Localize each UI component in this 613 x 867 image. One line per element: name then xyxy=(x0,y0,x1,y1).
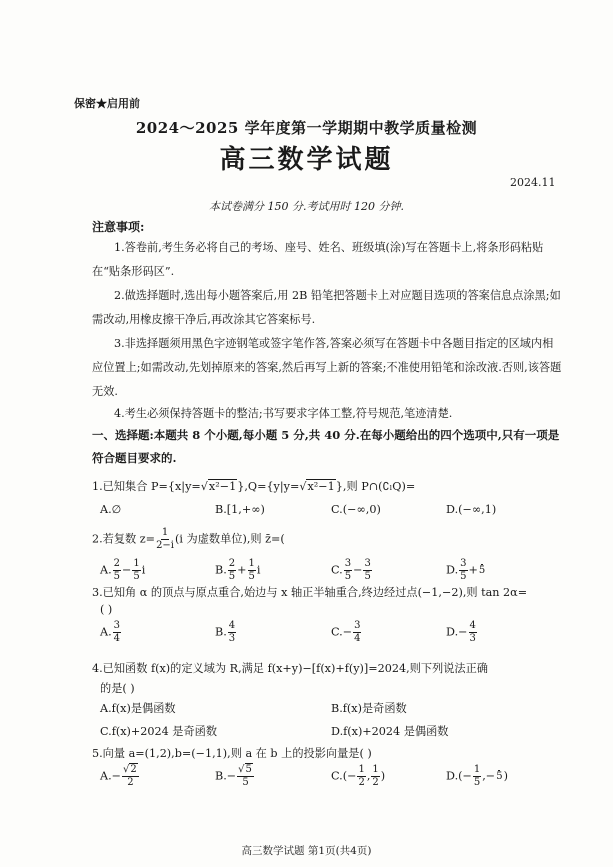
question-1-stem: 1.已知集合 P={x|y=√x²−1},Q={y|y=√x²−1},则 P∩(∁ₗQ)= xyxy=(92,480,416,493)
question-5-stem: 5.向量 a=(1,2),b=(−1,1),则 a 在 b 上的投影向量是( ) xyxy=(92,747,372,760)
exam-subtitle: 2024～2025 学年度第一学期期中教学质量检测 xyxy=(135,119,478,137)
question-1-option-b: B.[1,+∞) xyxy=(215,503,265,516)
notice-item-2: 2.做选择题时,选出每小题答案后,用 2B 铅笔把答题卡上对应题目选项的答案信息点涂黑;如需改动,用橡皮擦干净后,再改涂其它答案标号. xyxy=(92,289,561,326)
question-1-option-c: C.(−∞,0) xyxy=(331,503,381,516)
question-4-option-b: B.f(x)是奇函数 xyxy=(331,702,407,715)
question-5-option-d: D.(− $\frac{1}{5}$ ,− 5 ) xyxy=(446,764,508,788)
question-5-option-c: C.(− $\frac{1}{2}$ , $\frac{1}{2}$ ) xyxy=(331,764,386,788)
question-4-option-a: A.f(x)是偶函数 xyxy=(100,702,176,715)
question-5-option-a: A.− $\frac{√2}{2}$ xyxy=(100,764,137,788)
question-4-stem: 4.已知函数 f(x)的定义域为 R,满足 f(x+y)−[f(x)+f(y)]=2024,则下列说法正确 xyxy=(92,662,488,675)
confidential-label: 保密★启用前 xyxy=(74,97,140,110)
notice-item-1: 1.答卷前,考生务必将自己的考场、座号、姓名、班级填(涂)写在答题卡上,将条形码粘贴在“贴条形码区”. xyxy=(92,241,544,278)
question-4-option-d: D.f(x)+2024 是偶函数 xyxy=(331,725,449,738)
section-choice-header: 一、选择题:本题共 8 个小题,每小题 5 分,共 40 分.在每小题给出的四个选项中,只有一项是符合题目要求的. xyxy=(92,428,560,465)
question-3-option-c: C.− $\frac{3}{4}$ xyxy=(331,620,361,644)
question-2-option-d: D. $\frac{3}{5}$ + 5 xyxy=(446,558,486,582)
exam-date: 2024.11 xyxy=(510,176,556,189)
question-1-option-d: D.(−∞,1) xyxy=(446,503,497,516)
score-note: 本试卷满分 150 分.考试用时 120 分钟. xyxy=(209,200,404,213)
notice-item-3: 3.非选择题须用黑色字迹钢笔或签字笔作答,答案必须写在答题卡中各题目指定的区域内相应位置上;如需改动,先划掉原来的答案,然后再写上新的答案;不准使用铅笔和涂改液.否则,该答题无效. xyxy=(92,337,562,398)
page-title: 高三数学试题 xyxy=(219,145,394,175)
question-5-option-b: B.− $\frac{√5}{5}$ xyxy=(215,764,252,788)
notice-item-4: 4.考生必须保持答题卡的整洁;书写要求字体工整,符号规范,笔迹清楚. xyxy=(114,407,453,420)
question-3-option-b: B. $\frac{4}{3}$ xyxy=(215,620,236,644)
question-2-option-b: B. $\frac{2}{5}$ + $\frac{1}{5}$ i xyxy=(215,558,261,582)
question-3-option-d: D.− $\frac{4}{3}$ xyxy=(446,620,476,644)
question-2-option-a: A. $\frac{2}{5}$ − $\frac{1}{5}$ i xyxy=(100,558,146,582)
page-footer: 高三数学试题 第1页(共4页) xyxy=(241,845,372,857)
question-4-stem-cont: 的是( ) xyxy=(100,682,135,695)
question-3-stem: 3.已知角 α 的顶点与原点重合,始边与 x 轴正半轴重合,终边经过点(−1,−2),则 tan 2α= xyxy=(92,586,528,599)
question-1-option-a: A.∅ xyxy=(100,503,122,516)
notice-title: 注意事项: xyxy=(92,220,145,234)
question-2-stem: 2.若复数 z= $\frac{1}{2-i}$ (i 为虚数单位),则 z̄=( xyxy=(92,527,285,551)
question-3-option-a: A. $\frac{3}{4}$ xyxy=(100,620,121,644)
question-3-paren: ( ) xyxy=(100,603,113,616)
question-2-option-c: C. $\frac{3}{5}$ − $\frac{3}{5}$ xyxy=(331,558,371,582)
question-4-option-c: C.f(x)+2024 是奇函数 xyxy=(100,725,218,738)
